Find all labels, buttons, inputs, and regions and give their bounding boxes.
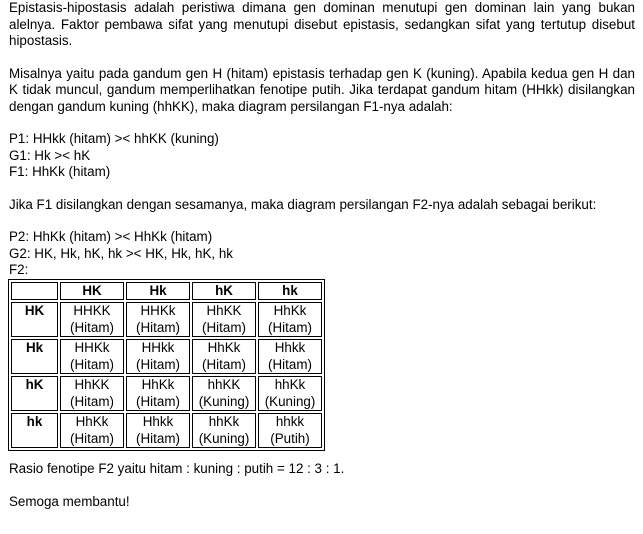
column-header: hk <box>258 282 322 301</box>
table-cell <box>60 376 124 411</box>
table-cell <box>126 339 190 374</box>
genotype: HhKK <box>206 303 242 318</box>
genotype: HHKK <box>73 303 111 318</box>
genotype: hhkk <box>275 414 305 429</box>
table-cell <box>126 413 190 448</box>
row-header: Hk <box>11 339 58 374</box>
punnett-square-table <box>8 279 325 452</box>
phenotype: (Hitam) <box>136 356 180 372</box>
phenotype: (Hitam) <box>202 319 246 335</box>
f2-gametes-line: G2: HK, Hk, hK, hk >< HK, Hk, hK, hk <box>9 245 234 261</box>
genotype: HHKk <box>74 340 110 355</box>
table-row <box>11 413 322 448</box>
genotype: HhKk <box>141 377 175 392</box>
table-row <box>11 302 322 337</box>
phenotype: (Hitam) <box>136 430 180 446</box>
genotype: HhKk <box>207 340 241 355</box>
phenotype: (Kuning) <box>264 393 316 409</box>
row-header: hK <box>11 376 58 411</box>
table-cell <box>126 302 190 337</box>
genotype: HHkk <box>141 340 175 355</box>
genotype: hhKK <box>207 377 241 392</box>
phenotype: (Hitam) <box>70 319 114 335</box>
phenotype: (Hitam) <box>136 319 180 335</box>
column-header: Hk <box>126 282 190 301</box>
phenotype: (Putih) <box>270 430 310 446</box>
phenotype: (Kuning) <box>198 430 250 446</box>
f2-cross-diagram <box>9 229 635 279</box>
row-header: hk <box>11 413 58 448</box>
f2-label: F2: <box>9 262 29 277</box>
intro-paragraph: Epistasis-hipostasis adalah peristiwa dimana gen dominan menutupi gen dominan lain yang bukan alelnya. Faktor pembawa sifat yang menutupi disebut epistasis, sedangkan sifat yang tertutup disebut hipostasis. <box>9 0 635 48</box>
phenotype: (Hitam) <box>70 356 114 372</box>
table-cell <box>60 339 124 374</box>
f1-gametes-line: G1: Hk >< hK <box>9 147 91 163</box>
genotype: Hhkk <box>274 340 306 355</box>
genotype: Hhkk <box>142 414 174 429</box>
f1-cross-diagram <box>9 131 635 181</box>
closing-paragraph: Semoga membantu! <box>9 493 130 509</box>
table-cell <box>258 413 322 448</box>
genotype: HhKK <box>74 377 110 392</box>
f2-parents-line: P2: HhKk (hitam) >< HhKk (hitam) <box>9 229 213 244</box>
f1-offspring-line: F1: HhKk (hitam) <box>9 164 111 179</box>
corner-cell <box>11 282 58 301</box>
table-cell <box>192 302 256 337</box>
phenotype: (Hitam) <box>70 393 114 409</box>
table-cell <box>192 339 256 374</box>
genotype: hhKk <box>208 414 240 429</box>
phenotype: (Hitam) <box>70 430 114 446</box>
ratio-paragraph: Rasio fenotipe F2 yaitu hitam : kuning : putih = 12 : 3 : 1. <box>9 461 345 476</box>
phenotype: (Hitam) <box>268 356 312 372</box>
table-header-row <box>11 282 322 301</box>
genotype: HhKk <box>273 303 307 318</box>
table-cell <box>126 376 190 411</box>
table-row <box>11 339 322 374</box>
genotype: HhKk <box>75 414 109 429</box>
table-row <box>11 376 322 411</box>
genotype: hhKk <box>274 377 306 392</box>
column-header: hK <box>192 282 256 301</box>
f1-parents-line: P1: HHkk (hitam) >< hhKK (kuning) <box>9 131 219 146</box>
column-header: HK <box>60 282 124 301</box>
table-cell <box>60 413 124 448</box>
phenotype: (Hitam) <box>268 319 312 335</box>
answer-document <box>9 0 635 510</box>
phenotype: (Kuning) <box>198 393 250 409</box>
table-cell <box>258 376 322 411</box>
table-cell <box>258 302 322 337</box>
example-paragraph: Misalnya yaitu pada gandum gen H (hitam) epistasis terhadap gen K (kuning). Apabila kedua gen H dan K tidak muncul, gandum memperlihatkan fenotipe putih. Jika terdapat gandum hitam (HHkk) disilangkan dengan gandum kuning (hhKK), maka diagram persilangan F1-nya adalah: <box>9 65 635 114</box>
genotype: HHKk <box>140 303 176 318</box>
table-cell <box>60 302 124 337</box>
f2-intro-paragraph: Jika F1 disilangkan dengan sesamanya, maka diagram persilangan F2-nya adalah sebagai berikut: <box>9 196 597 212</box>
phenotype: (Hitam) <box>202 356 246 372</box>
phenotype: (Hitam) <box>136 393 180 409</box>
table-cell <box>192 413 256 448</box>
table-cell <box>258 339 322 374</box>
row-header: HK <box>11 302 58 337</box>
table-cell <box>192 376 256 411</box>
